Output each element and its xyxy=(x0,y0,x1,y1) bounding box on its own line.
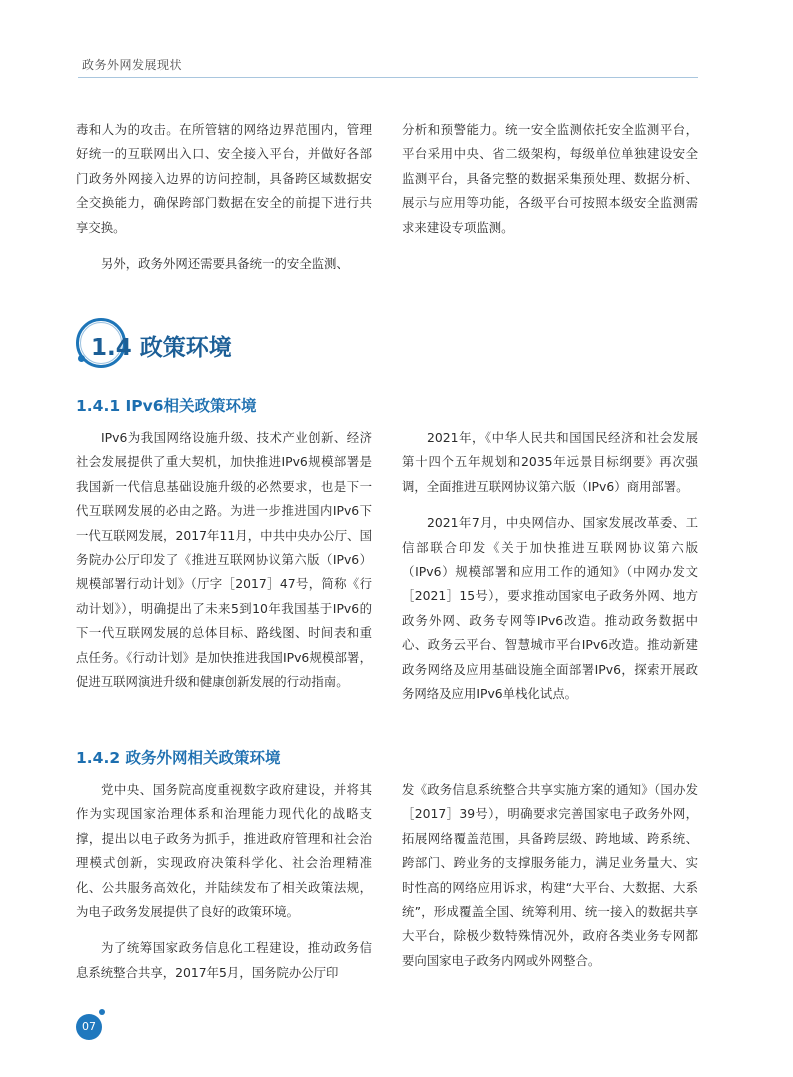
paragraph: 2021年7月，中央网信办、国家发展改革委、工信部联合印发《关于加快推进互联网协议第六版（IPv6）规模部署和应用工作的通知》（中网办发文［2021］15号），要求推动国家电子政务外网、地方政务外网、政务专网等IPv6改造。推动政务数据中心、政务云平台、智慧城市平台IPv6改造。推动新建政务网络及应用基础设施全面部署IPv6，探索开展政务网络及应用IPv6单栈化试点。 xyxy=(402,515,698,702)
page-number: 07 xyxy=(76,1014,102,1040)
paragraph: 为了统筹国家政务信息化工程建设，推动政务信息系统整合共享，2017年5月，国务院办公厅印 xyxy=(76,940,372,980)
top-left-column xyxy=(76,118,372,288)
page-dot-icon xyxy=(99,1009,105,1015)
header-divider xyxy=(78,77,698,78)
top-right-column xyxy=(402,118,698,252)
paragraph: 2021年，《中华人民共和国国民经济和社会发展第十四个五年规划和2035年远景目标纲要》再次强调，全面推进互联网协议第六版（IPv6）商用部署。 xyxy=(402,430,698,494)
header-title: 政务外网发展现状 xyxy=(82,58,183,72)
paragraph: 另外，政务外网还需要具备统一的安全监测、 xyxy=(101,256,349,272)
section-heading xyxy=(76,318,376,370)
sub1-right-column xyxy=(402,426,698,718)
paragraph: IPv6为我国网络设施升级、技术产业创新、经济社会发展提供了重大契机，加快推进IPv6规模部署是我国新一代信息基础设施升级的必然要求，也是下一代互联网发展的必由之路。为进一步推进国内IPv6下一代互联网发展，2017年11月，中共中央办公厅、国务院办公厅印发了《推进互联网协议第六版（IPv6）规模部署行动计划》（厅字［2017］47号，简称《行动计划》），明确提出了未来5到10年我国基于IPv6的下一代互联网发展的总体目标、路线图、时间表和重点任务。《行动计划》是加快推进我国IPv6规模部署，促进互联网演进升级和健康创新发展的行动指南。 xyxy=(76,430,372,690)
paragraph: 分析和预警能力。统一安全监测依托安全监测平台，平台采用中央、省二级架构，每级单位单独建设安全监测平台，具备完整的数据采集预处理、数据分析、展示与应用等功能，各级平台可按照本级安全监测需求来建设专项监测。 xyxy=(402,122,698,235)
subsection-title-ipv6: 1.4.1 IPv6相关政策环境 xyxy=(76,397,257,415)
section-title: 1.4 政策环境 xyxy=(91,335,232,361)
paragraph: 党中央、国务院高度重视数字政府建设，并将其作为实现国家治理体系和治理能力现代化的战略支撑，提出以电子政务为抓手，推进政府管理和社会治理模式创新，实现政府决策科学化、社会治理精准化、公共服务高效化，并陆续发布了相关政策法规，为电子政务发展提供了良好的政策环境。 xyxy=(76,782,372,920)
sub2-right-column xyxy=(402,778,698,985)
sub1-left-column xyxy=(76,426,372,706)
paragraph: 毒和人为的攻击。在所管辖的网络边界范围内，管理好统一的互联网出入口、安全接入平台，并做好各部门政务外网接入边界的访问控制，具备跨区域数据安全交换能力，确保跨部门数据在安全的前提下进行共享交换。 xyxy=(76,122,372,235)
section-dot-icon xyxy=(78,355,85,362)
sub2-left-column xyxy=(76,778,372,997)
subsection-title-egov: 1.4.2 政务外网相关政策环境 xyxy=(76,749,281,767)
paragraph: 发《政务信息系统整合共享实施方案的通知》（国办发［2017］39号），明确要求完善国家电子政务外网，拓展网络覆盖范围，具备跨层级、跨地域、跨系统、跨部门、跨业务的支撑服务能力，满足业务量大、实时性高的网络应用诉求，构建“大平台、大数据、大系统”，形成覆盖全国、统筹利用、统一接入的数据共享大平台，除极少数特殊情况外，政府各类业务专网都要向国家电子政务内网或外网整合。 xyxy=(402,782,698,968)
